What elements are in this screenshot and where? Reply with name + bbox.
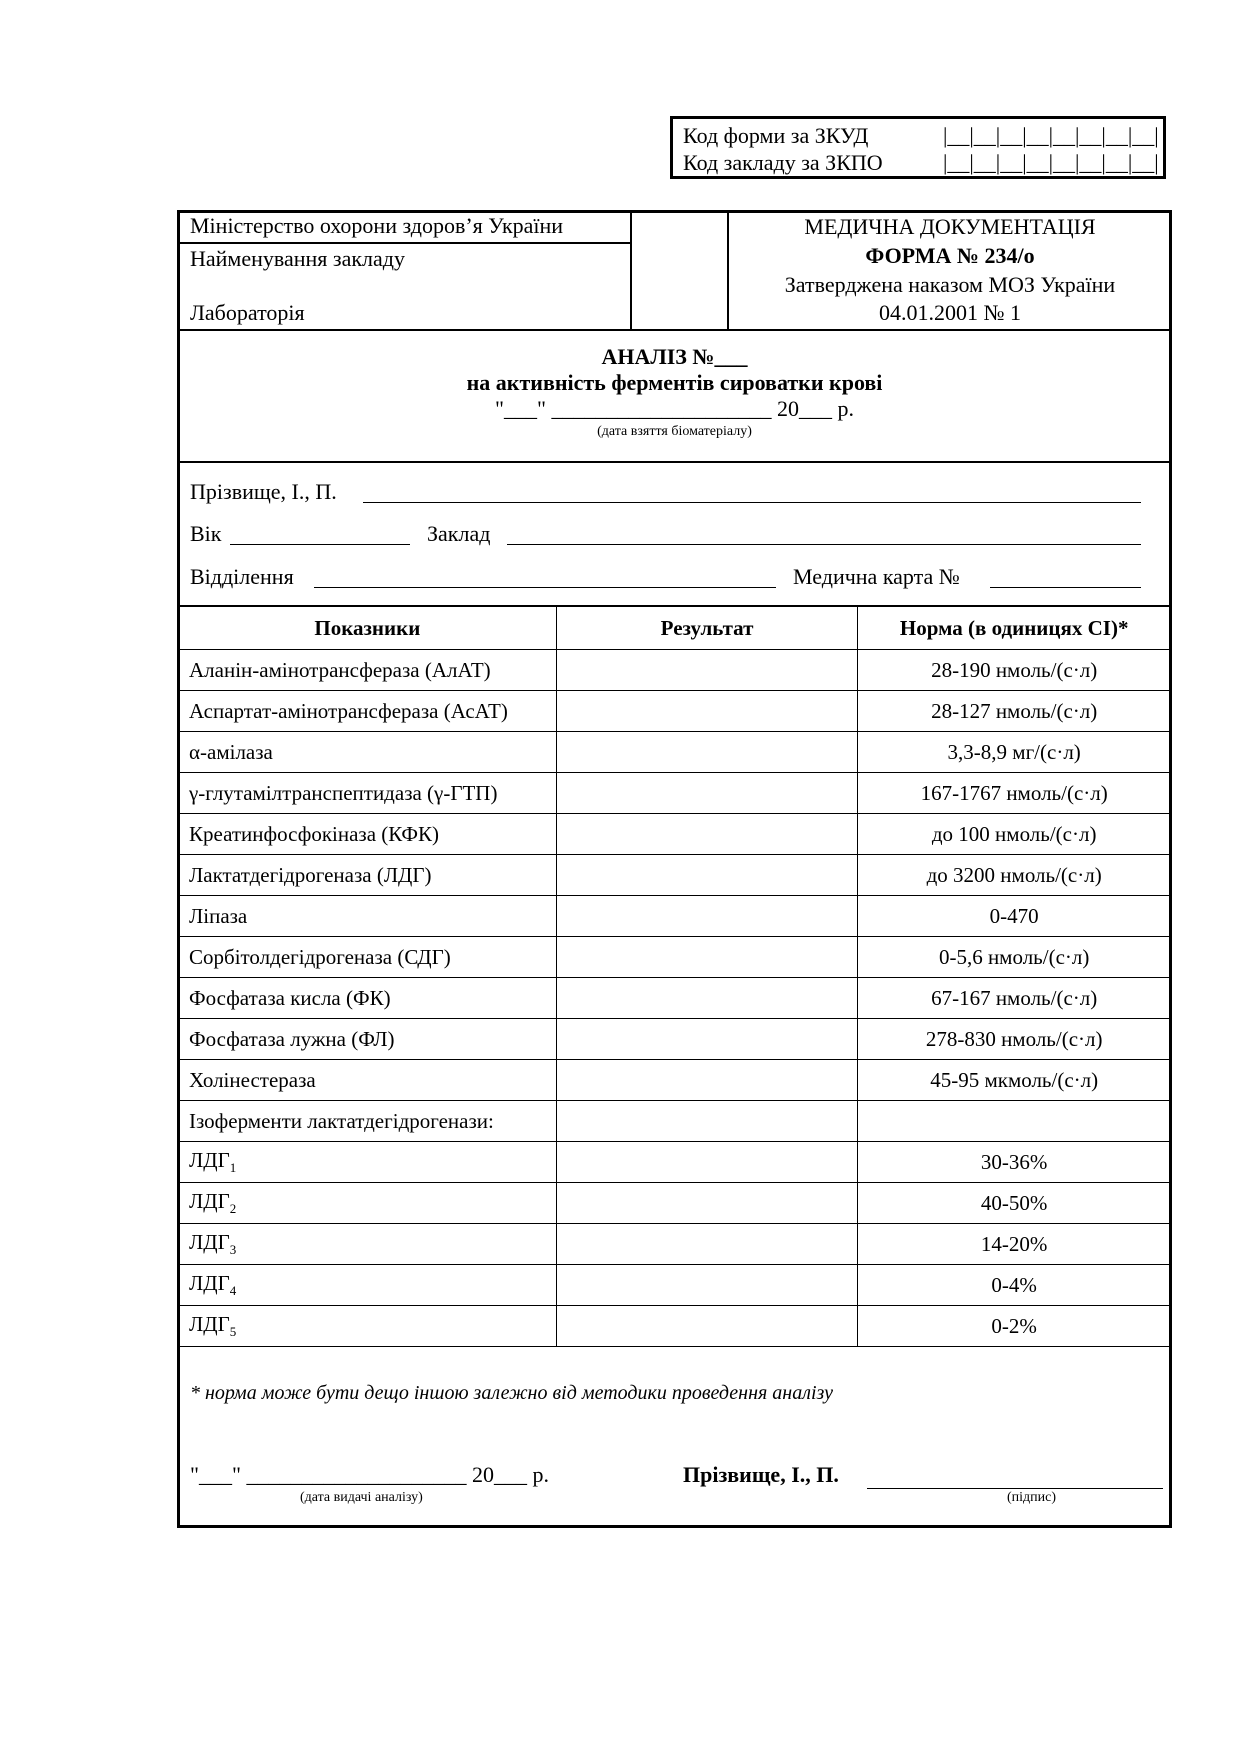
- result-cell[interactable]: [556, 1224, 858, 1265]
- indicator-label: γ-глутамілтранспептидаза (γ-ГТП): [189, 780, 498, 805]
- norm-footnote: * норма може бути дещо іншою залежно від методики проведення аналізу: [190, 1382, 834, 1404]
- sample-date-line[interactable]: "___" ____________________ 20___ р.: [495, 396, 854, 421]
- norm-cell: [858, 1101, 1171, 1142]
- result-cell[interactable]: [556, 814, 858, 855]
- indicator-label: Фосфатаза кисла (ФК): [189, 985, 391, 1010]
- indicator-label: Холінестераза: [189, 1067, 316, 1092]
- institution-label: Заклад: [427, 521, 491, 546]
- indicator-name: [179, 650, 557, 691]
- norm-cell: 0-4%: [858, 1265, 1171, 1306]
- indicator-subscript: 3: [229, 1242, 237, 1258]
- indicator-label: Лактатдегідрогеназа (ЛДГ): [189, 862, 432, 887]
- sample-date-caption: (дата взяття біоматеріалу): [597, 424, 752, 439]
- table-row: [179, 855, 1171, 896]
- indicator-name: [179, 978, 557, 1019]
- issue-date-caption: (дата видачі аналізу): [300, 1490, 423, 1505]
- result-cell[interactable]: [556, 1019, 858, 1060]
- analysis-subject: на активність ферментів сироватки крові: [466, 370, 883, 395]
- indicator-name: [179, 1306, 557, 1347]
- header-result: Результат: [556, 607, 858, 650]
- indicator-name: [179, 814, 557, 855]
- zkpo-label: Код закладу за ЗКПО: [683, 150, 883, 175]
- norm-cell: 28-190 нмоль/(с·л): [858, 650, 1171, 691]
- indicator-subscript: 1: [229, 1160, 237, 1176]
- norm-cell: 0-5,6 нмоль/(с·л): [858, 937, 1171, 978]
- indicator-name: [179, 1060, 557, 1101]
- approved-by: Затверджена наказом МОЗ України: [784, 272, 1116, 297]
- indicator-name: [179, 691, 557, 732]
- indicator-subscript: 5: [229, 1324, 237, 1340]
- table-row: [179, 691, 1171, 732]
- indicator-name: [179, 1019, 557, 1060]
- indicator-label: Ліпаза: [189, 903, 248, 928]
- header-divider-left: [177, 242, 631, 244]
- signer-label: Прізвище, І., П.: [683, 1462, 839, 1487]
- indicator-label: Сорбітолдегідрогеназа (СДГ): [189, 944, 451, 969]
- table-row: [179, 1183, 1171, 1224]
- norm-cell: 30-36%: [858, 1142, 1171, 1183]
- zkud-label: Код форми за ЗКУД: [683, 123, 869, 148]
- table-row: [179, 1142, 1171, 1183]
- indicator-name: [179, 1265, 557, 1306]
- result-cell[interactable]: [556, 773, 858, 814]
- result-cell[interactable]: [556, 937, 858, 978]
- approved-date: 04.01.2001 № 1: [879, 300, 1021, 325]
- indicator-name: [179, 1101, 557, 1142]
- doc-type: МЕДИЧНА ДОКУМЕНТАЦІЯ: [804, 214, 1096, 239]
- indicator-label: α-амілаза: [189, 739, 273, 764]
- indicator-label: ЛДГ: [189, 1270, 230, 1295]
- results-table: [178, 606, 1171, 1347]
- patient-name-field[interactable]: [363, 502, 1141, 503]
- norm-cell: 278-830 нмоль/(с·л): [858, 1019, 1171, 1060]
- title-bottom-line: [177, 461, 1172, 463]
- form-number: ФОРМА № 234/о: [865, 243, 1035, 268]
- table-row: [179, 650, 1171, 691]
- table-row: [179, 814, 1171, 855]
- table-row: [179, 896, 1171, 937]
- header-norm: Норма (в одиницях СІ)*: [858, 607, 1171, 650]
- result-cell[interactable]: [556, 691, 858, 732]
- norm-cell: 3,3-8,9 мг/(с·л): [858, 732, 1171, 773]
- indicator-label: Фосфатаза лужна (ФЛ): [189, 1026, 395, 1051]
- table-header-row: [179, 607, 1171, 650]
- medical-card-field[interactable]: [990, 587, 1141, 588]
- result-cell[interactable]: [556, 1183, 858, 1224]
- department-field[interactable]: [314, 587, 776, 588]
- indicator-label: Аспартат-амінотрансфераза (АсАТ): [189, 698, 508, 723]
- department-label: Відділення: [190, 564, 294, 589]
- result-cell[interactable]: [556, 855, 858, 896]
- zkud-slots[interactable]: |__|__|__|__|__|__|__|__|: [943, 123, 1159, 148]
- table-row: [179, 773, 1171, 814]
- institution-name-label: Найменування закладу: [190, 246, 405, 271]
- result-cell[interactable]: [556, 1060, 858, 1101]
- result-cell[interactable]: [556, 1142, 858, 1183]
- table-row: [179, 937, 1171, 978]
- norm-cell: 40-50%: [858, 1183, 1171, 1224]
- indicator-label: ЛДГ: [189, 1147, 230, 1172]
- indicator-subscript: 4: [229, 1283, 237, 1299]
- issue-date-line[interactable]: "___" ____________________ 20___ р.: [190, 1462, 549, 1487]
- indicator-name: [179, 773, 557, 814]
- header-vline-1: [630, 210, 632, 330]
- indicator-label: ЛДГ: [189, 1188, 230, 1213]
- table-row: [179, 1224, 1171, 1265]
- norm-cell: до 100 нмоль/(с·л): [858, 814, 1171, 855]
- table-row: [179, 1306, 1171, 1347]
- result-cell[interactable]: [556, 1265, 858, 1306]
- indicator-label: Ізоферменти лактатдегідрогенази:: [189, 1108, 494, 1133]
- table-row: [179, 1060, 1171, 1101]
- norm-cell: до 3200 нмоль/(с·л): [858, 855, 1171, 896]
- header-vline-2: [727, 210, 729, 330]
- norm-cell: 14-20%: [858, 1224, 1171, 1265]
- signature-caption: (підпис): [1007, 1490, 1057, 1505]
- result-cell[interactable]: [556, 1306, 858, 1347]
- patient-name-label: Прізвище, І., П.: [190, 479, 337, 504]
- header-indicators: Показники: [179, 607, 557, 650]
- table-row: [179, 1101, 1171, 1142]
- signature-field[interactable]: [867, 1488, 1163, 1489]
- result-cell[interactable]: [556, 896, 858, 937]
- result-cell[interactable]: [556, 978, 858, 1019]
- laboratory-label: Лабораторія: [190, 300, 305, 325]
- norm-cell: 167-1767 нмоль/(с·л): [858, 773, 1171, 814]
- table-row: [179, 1019, 1171, 1060]
- indicator-name: [179, 1224, 557, 1265]
- analysis-title: АНАЛІЗ №___: [601, 344, 748, 369]
- age-field[interactable]: [230, 544, 410, 545]
- indicator-name: [179, 732, 557, 773]
- norm-cell: 67-167 нмоль/(с·л): [858, 978, 1171, 1019]
- table-row: [179, 732, 1171, 773]
- norm-cell: 45-95 мкмоль/(с·л): [858, 1060, 1171, 1101]
- indicator-name: [179, 937, 557, 978]
- medical-card-label: Медична карта №: [793, 564, 960, 589]
- result-cell[interactable]: [556, 1101, 858, 1142]
- ministry-label: Міністерство охорони здоров’я України: [190, 213, 564, 238]
- indicator-name: [179, 1142, 557, 1183]
- zkpo-slots[interactable]: |__|__|__|__|__|__|__|__|: [943, 150, 1159, 175]
- norm-cell: 0-470: [858, 896, 1171, 937]
- result-cell[interactable]: [556, 650, 858, 691]
- indicator-label: ЛДГ: [189, 1229, 230, 1254]
- indicator-label: Аланін-амінотрансфераза (АлАТ): [189, 657, 491, 682]
- indicator-label: ЛДГ: [189, 1311, 230, 1336]
- indicator-name: [179, 1183, 557, 1224]
- norm-cell: 28-127 нмоль/(с·л): [858, 691, 1171, 732]
- indicator-name: [179, 896, 557, 937]
- result-cell[interactable]: [556, 732, 858, 773]
- table-row: [179, 1265, 1171, 1306]
- indicator-label: Креатинфосфокіназа (КФК): [189, 821, 439, 846]
- institution-field[interactable]: [507, 544, 1141, 545]
- header-bottom-line: [177, 329, 1172, 331]
- form-code-box: [670, 116, 1166, 179]
- indicator-name: [179, 855, 557, 896]
- age-label: Вік: [190, 521, 222, 546]
- table-row: [179, 978, 1171, 1019]
- norm-cell: 0-2%: [858, 1306, 1171, 1347]
- indicator-subscript: 2: [229, 1201, 237, 1217]
